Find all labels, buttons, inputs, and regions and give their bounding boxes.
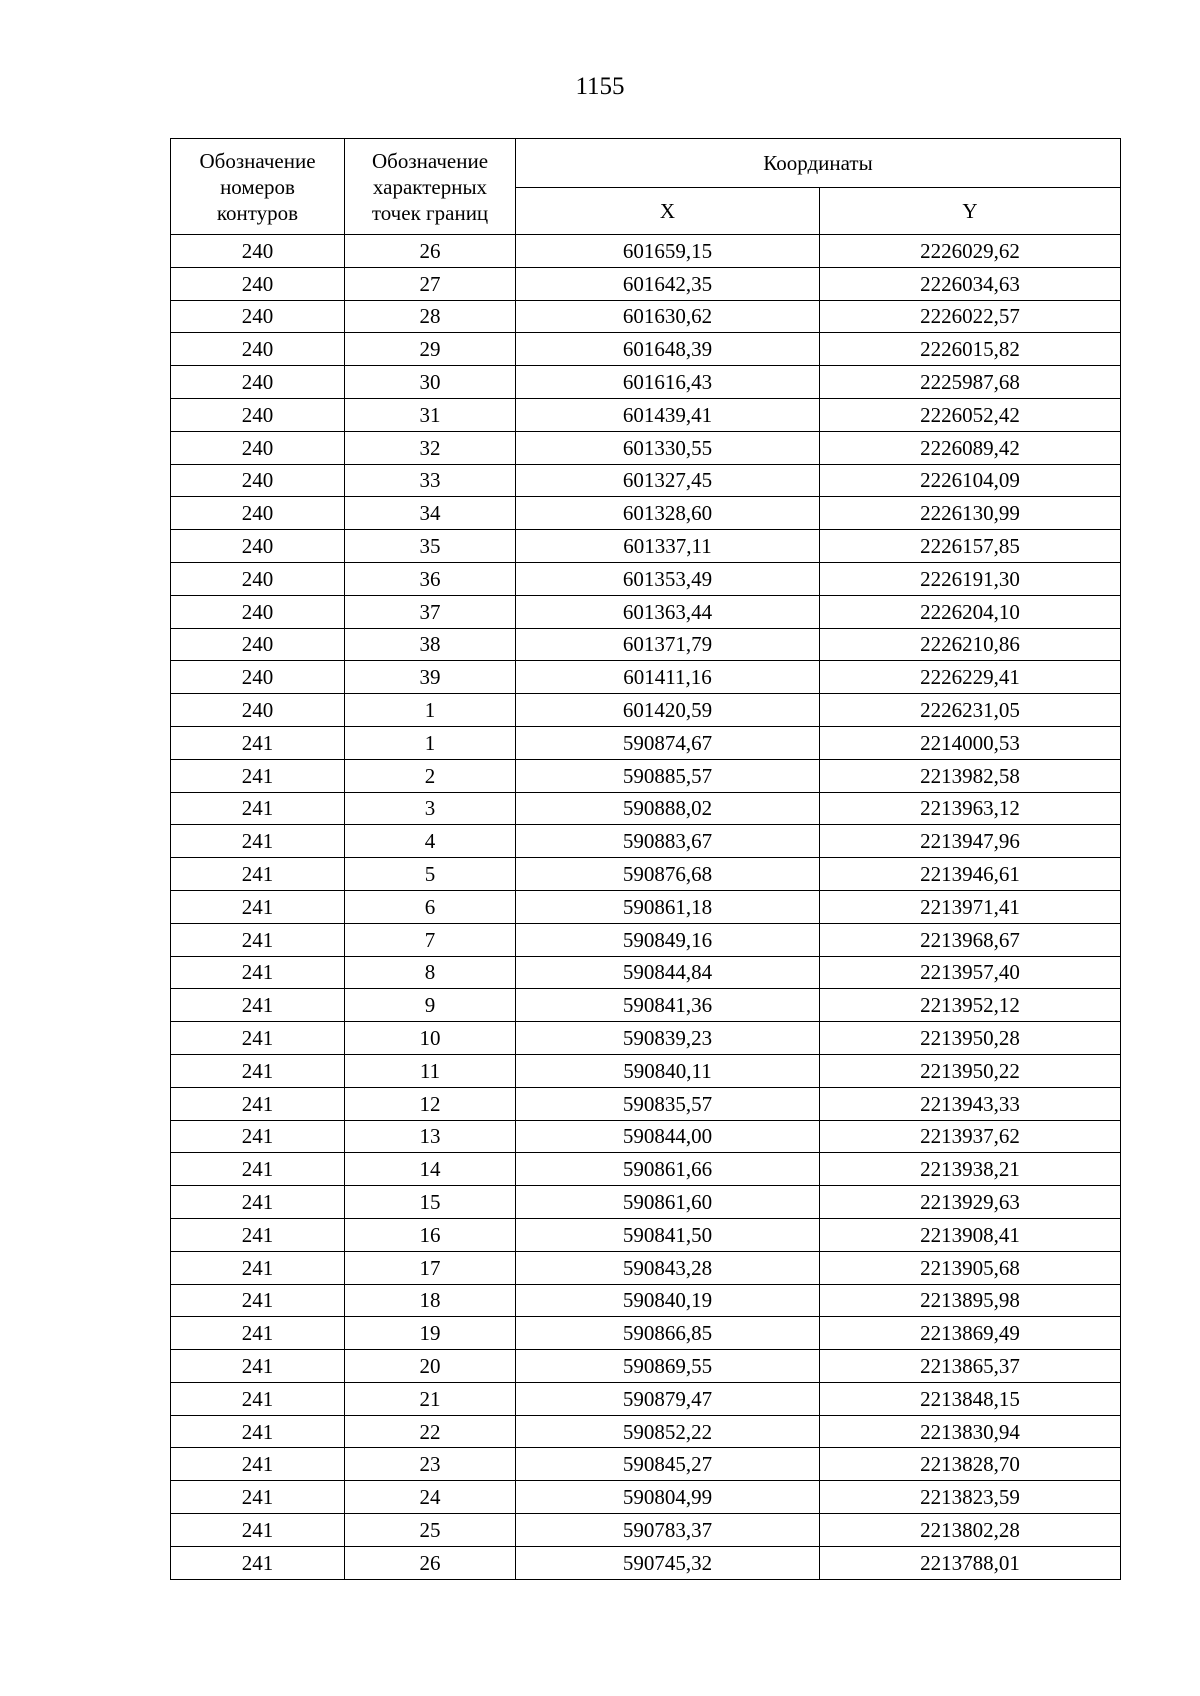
cell-contour-number: 241 [171, 1120, 345, 1153]
header-point-line: Обозначение [371, 148, 489, 173]
cell-point-number: 4 [345, 825, 516, 858]
cell-point-number: 10 [345, 1022, 516, 1055]
cell-contour-number: 240 [171, 300, 345, 333]
cell-point-number: 24 [345, 1481, 516, 1514]
cell-y-coordinate: 2226052,42 [820, 398, 1121, 431]
cell-y-coordinate: 2213943,33 [820, 1087, 1121, 1120]
cell-contour-number: 240 [171, 628, 345, 661]
table-row [171, 333, 1121, 366]
cell-y-coordinate: 2226034,63 [820, 267, 1121, 300]
table-row [171, 923, 1121, 956]
cell-contour-number: 240 [171, 497, 345, 530]
table-row [171, 562, 1121, 595]
cell-point-number: 27 [345, 267, 516, 300]
cell-contour-number: 241 [171, 1153, 345, 1186]
cell-y-coordinate: 2213830,94 [820, 1415, 1121, 1448]
cell-x-coordinate: 590844,00 [516, 1120, 820, 1153]
page-number: 1155 [575, 73, 625, 100]
cell-point-number: 21 [345, 1382, 516, 1415]
table-row [171, 1317, 1121, 1350]
cell-x-coordinate: 590783,37 [516, 1514, 820, 1547]
cell-x-coordinate: 590840,11 [516, 1054, 820, 1087]
cell-x-coordinate: 601648,39 [516, 333, 820, 366]
cell-y-coordinate: 2226191,30 [820, 562, 1121, 595]
cell-point-number: 2 [345, 759, 516, 792]
cell-y-coordinate: 2213865,37 [820, 1350, 1121, 1383]
table-row [171, 431, 1121, 464]
cell-y-coordinate: 2226130,99 [820, 497, 1121, 530]
cell-y-coordinate: 2213963,12 [820, 792, 1121, 825]
table-row [171, 530, 1121, 563]
cell-y-coordinate: 2213895,98 [820, 1284, 1121, 1317]
cell-y-coordinate: 2213947,96 [820, 825, 1121, 858]
cell-contour-number: 241 [171, 858, 345, 891]
cell-x-coordinate: 590888,02 [516, 792, 820, 825]
cell-contour-number: 240 [171, 398, 345, 431]
cell-point-number: 19 [345, 1317, 516, 1350]
cell-x-coordinate: 590844,84 [516, 956, 820, 989]
table-row [171, 661, 1121, 694]
cell-contour-number: 240 [171, 366, 345, 399]
cell-x-coordinate: 590843,28 [516, 1251, 820, 1284]
cell-x-coordinate: 590874,67 [516, 726, 820, 759]
cell-x-coordinate: 590849,16 [516, 923, 820, 956]
cell-x-coordinate: 601616,43 [516, 366, 820, 399]
cell-x-coordinate: 601327,45 [516, 464, 820, 497]
table-row [171, 726, 1121, 759]
cell-point-number: 17 [345, 1251, 516, 1284]
cell-y-coordinate: 2213946,61 [820, 858, 1121, 891]
cell-y-coordinate: 2226089,42 [820, 431, 1121, 464]
cell-point-number: 35 [345, 530, 516, 563]
table-row [171, 1251, 1121, 1284]
cell-x-coordinate: 590852,22 [516, 1415, 820, 1448]
cell-point-number: 20 [345, 1350, 516, 1383]
cell-point-number: 37 [345, 595, 516, 628]
cell-contour-number: 241 [171, 1415, 345, 1448]
cell-point-number: 18 [345, 1284, 516, 1317]
cell-contour-number: 240 [171, 235, 345, 268]
cell-x-coordinate: 601328,60 [516, 497, 820, 530]
table-row [171, 694, 1121, 727]
cell-point-number: 26 [345, 1546, 516, 1579]
cell-x-coordinate: 590883,67 [516, 825, 820, 858]
cell-x-coordinate: 601337,11 [516, 530, 820, 563]
cell-contour-number: 241 [171, 1514, 345, 1547]
cell-point-number: 30 [345, 366, 516, 399]
cell-contour-number: 241 [171, 1186, 345, 1219]
cell-point-number: 36 [345, 562, 516, 595]
cell-point-number: 7 [345, 923, 516, 956]
cell-contour-number: 240 [171, 333, 345, 366]
cell-contour-number: 240 [171, 431, 345, 464]
header-row-top [171, 139, 1121, 188]
cell-y-coordinate: 2226204,10 [820, 595, 1121, 628]
table-row [171, 1546, 1121, 1579]
table-row [171, 1153, 1121, 1186]
cell-contour-number: 241 [171, 1448, 345, 1481]
cell-contour-number: 241 [171, 1054, 345, 1087]
cell-x-coordinate: 601420,59 [516, 694, 820, 727]
table-row [171, 1120, 1121, 1153]
cell-y-coordinate: 2226229,41 [820, 661, 1121, 694]
header-x: X [516, 188, 820, 235]
table-row [171, 890, 1121, 923]
cell-point-number: 12 [345, 1087, 516, 1120]
cell-contour-number: 241 [171, 1481, 345, 1514]
cell-contour-number: 241 [171, 956, 345, 989]
table-row [171, 1054, 1121, 1087]
cell-x-coordinate: 590869,55 [516, 1350, 820, 1383]
cell-point-number: 38 [345, 628, 516, 661]
cell-y-coordinate: 2213828,70 [820, 1448, 1121, 1481]
cell-y-coordinate: 2226157,85 [820, 530, 1121, 563]
cell-y-coordinate: 2226104,09 [820, 464, 1121, 497]
header-contour-line: номеров [220, 174, 295, 199]
cell-y-coordinate: 2213952,12 [820, 989, 1121, 1022]
table-row [171, 267, 1121, 300]
header-contour [171, 139, 345, 235]
cell-point-number: 1 [345, 694, 516, 727]
cell-y-coordinate: 2214000,53 [820, 726, 1121, 759]
cell-contour-number: 240 [171, 694, 345, 727]
table-row [171, 366, 1121, 399]
cell-contour-number: 240 [171, 267, 345, 300]
cell-contour-number: 241 [171, 1382, 345, 1415]
cell-point-number: 22 [345, 1415, 516, 1448]
table-row [171, 1218, 1121, 1251]
table-row [171, 1382, 1121, 1415]
table-header [171, 139, 1121, 235]
cell-x-coordinate: 590839,23 [516, 1022, 820, 1055]
cell-point-number: 29 [345, 333, 516, 366]
cell-point-number: 34 [345, 497, 516, 530]
cell-contour-number: 241 [171, 1218, 345, 1251]
cell-x-coordinate: 601411,16 [516, 661, 820, 694]
cell-contour-number: 241 [171, 989, 345, 1022]
table-row [171, 1415, 1121, 1448]
header-point [345, 139, 516, 235]
cell-y-coordinate: 2213869,49 [820, 1317, 1121, 1350]
cell-y-coordinate: 2213971,41 [820, 890, 1121, 923]
cell-x-coordinate: 590745,32 [516, 1546, 820, 1579]
cell-contour-number: 240 [171, 661, 345, 694]
cell-contour-number: 241 [171, 1546, 345, 1579]
cell-contour-number: 241 [171, 1317, 345, 1350]
cell-point-number: 33 [345, 464, 516, 497]
cell-point-number: 9 [345, 989, 516, 1022]
cell-point-number: 26 [345, 235, 516, 268]
cell-contour-number: 241 [171, 1251, 345, 1284]
cell-y-coordinate: 2213929,63 [820, 1186, 1121, 1219]
cell-contour-number: 241 [171, 1022, 345, 1055]
cell-x-coordinate: 590861,60 [516, 1186, 820, 1219]
cell-contour-number: 241 [171, 890, 345, 923]
cell-contour-number: 241 [171, 1087, 345, 1120]
cell-point-number: 11 [345, 1054, 516, 1087]
table-row [171, 1284, 1121, 1317]
cell-point-number: 5 [345, 858, 516, 891]
cell-x-coordinate: 590861,18 [516, 890, 820, 923]
cell-y-coordinate: 2213938,21 [820, 1153, 1121, 1186]
cell-y-coordinate: 2213788,01 [820, 1546, 1121, 1579]
cell-y-coordinate: 2213957,40 [820, 956, 1121, 989]
cell-x-coordinate: 601363,44 [516, 595, 820, 628]
cell-point-number: 31 [345, 398, 516, 431]
cell-y-coordinate: 2226022,57 [820, 300, 1121, 333]
table-row [171, 956, 1121, 989]
cell-x-coordinate: 590885,57 [516, 759, 820, 792]
table-row [171, 825, 1121, 858]
cell-point-number: 6 [345, 890, 516, 923]
cell-point-number: 3 [345, 792, 516, 825]
table-row [171, 1448, 1121, 1481]
cell-x-coordinate: 590841,50 [516, 1218, 820, 1251]
table-row [171, 1186, 1121, 1219]
cell-point-number: 28 [345, 300, 516, 333]
header-contour-line: Обозначение [199, 148, 316, 173]
cell-contour-number: 240 [171, 562, 345, 595]
cell-contour-number: 241 [171, 792, 345, 825]
cell-point-number: 39 [345, 661, 516, 694]
cell-x-coordinate: 590861,66 [516, 1153, 820, 1186]
cell-y-coordinate: 2226231,05 [820, 694, 1121, 727]
cell-contour-number: 240 [171, 464, 345, 497]
table-row [171, 1350, 1121, 1383]
table-row [171, 858, 1121, 891]
table-row [171, 792, 1121, 825]
cell-y-coordinate: 2213950,22 [820, 1054, 1121, 1087]
cell-y-coordinate: 2213937,62 [820, 1120, 1121, 1153]
table-row [171, 398, 1121, 431]
cell-y-coordinate: 2213905,68 [820, 1251, 1121, 1284]
cell-contour-number: 241 [171, 1350, 345, 1383]
cell-x-coordinate: 590841,36 [516, 989, 820, 1022]
cell-point-number: 23 [345, 1448, 516, 1481]
cell-y-coordinate: 2226015,82 [820, 333, 1121, 366]
cell-x-coordinate: 590866,85 [516, 1317, 820, 1350]
table-row [171, 1514, 1121, 1547]
cell-contour-number: 241 [171, 825, 345, 858]
cell-point-number: 14 [345, 1153, 516, 1186]
cell-y-coordinate: 2213982,58 [820, 759, 1121, 792]
cell-contour-number: 241 [171, 759, 345, 792]
table-row [171, 989, 1121, 1022]
header-contour-line: контуров [216, 200, 299, 225]
table-row [171, 497, 1121, 530]
cell-x-coordinate: 590876,68 [516, 858, 820, 891]
cell-y-coordinate: 2213908,41 [820, 1218, 1121, 1251]
header-point-line: характерных [372, 174, 488, 199]
cell-x-coordinate: 590845,27 [516, 1448, 820, 1481]
cell-x-coordinate: 601371,79 [516, 628, 820, 661]
table-row [171, 1022, 1121, 1055]
table-row [171, 628, 1121, 661]
cell-contour-number: 241 [171, 1284, 345, 1317]
cell-point-number: 16 [345, 1218, 516, 1251]
cell-y-coordinate: 2226210,86 [820, 628, 1121, 661]
table-row [171, 235, 1121, 268]
cell-y-coordinate: 2226029,62 [820, 235, 1121, 268]
cell-y-coordinate: 2225987,68 [820, 366, 1121, 399]
table-row [171, 595, 1121, 628]
cell-x-coordinate: 590879,47 [516, 1382, 820, 1415]
table-row [171, 1481, 1121, 1514]
cell-contour-number: 241 [171, 923, 345, 956]
cell-y-coordinate: 2213950,28 [820, 1022, 1121, 1055]
cell-y-coordinate: 2213802,28 [820, 1514, 1121, 1547]
cell-point-number: 25 [345, 1514, 516, 1547]
cell-x-coordinate: 601439,41 [516, 398, 820, 431]
cell-point-number: 8 [345, 956, 516, 989]
coordinates-table [170, 138, 1121, 1580]
cell-x-coordinate: 601642,35 [516, 267, 820, 300]
cell-x-coordinate: 590835,57 [516, 1087, 820, 1120]
cell-contour-number: 240 [171, 595, 345, 628]
cell-x-coordinate: 590804,99 [516, 1481, 820, 1514]
cell-x-coordinate: 601630,62 [516, 300, 820, 333]
cell-x-coordinate: 601330,55 [516, 431, 820, 464]
cell-contour-number: 241 [171, 726, 345, 759]
table-row [171, 1087, 1121, 1120]
cell-y-coordinate: 2213968,67 [820, 923, 1121, 956]
cell-y-coordinate: 2213848,15 [820, 1382, 1121, 1415]
cell-x-coordinate: 601353,49 [516, 562, 820, 595]
cell-point-number: 1 [345, 726, 516, 759]
header-y: Y [820, 188, 1121, 235]
header-point-line: точек границ [371, 200, 489, 225]
cell-contour-number: 240 [171, 530, 345, 563]
header-coordinates: Координаты [516, 139, 1121, 188]
table-row [171, 759, 1121, 792]
cell-point-number: 15 [345, 1186, 516, 1219]
cell-x-coordinate: 590840,19 [516, 1284, 820, 1317]
table-row [171, 464, 1121, 497]
table-body [171, 235, 1121, 1580]
cell-y-coordinate: 2213823,59 [820, 1481, 1121, 1514]
cell-x-coordinate: 601659,15 [516, 235, 820, 268]
cell-point-number: 32 [345, 431, 516, 464]
table-row [171, 300, 1121, 333]
cell-point-number: 13 [345, 1120, 516, 1153]
